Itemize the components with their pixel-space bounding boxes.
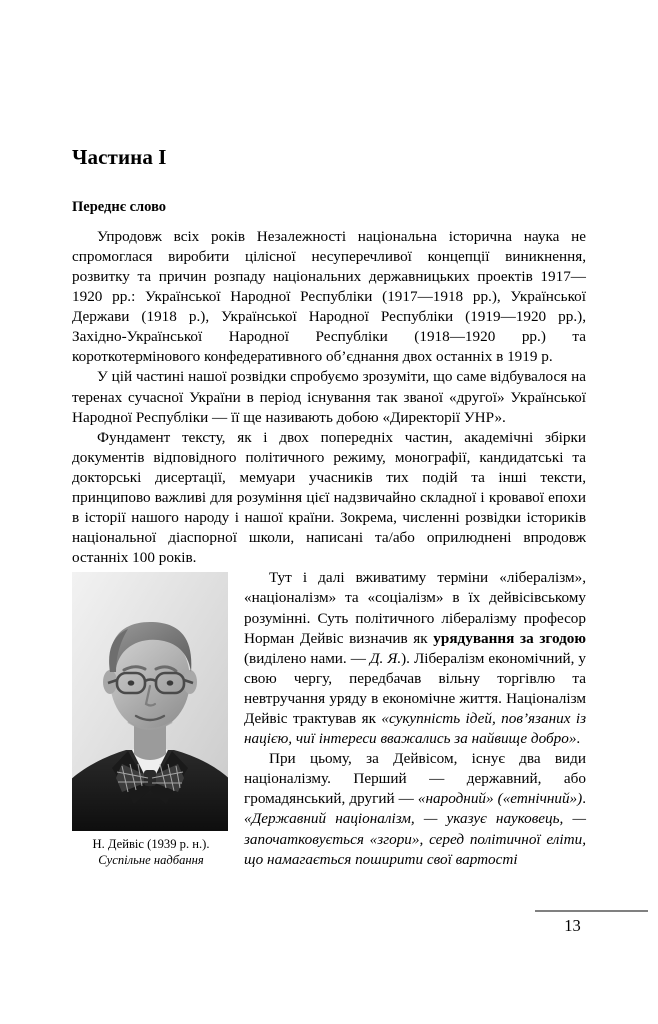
figure-portrait bbox=[72, 572, 230, 868]
paragraph-1: Упродовж всіх років Незалежності національна історична наука не спромоглася виробити цілісної несуперечливої концепції виникнення, розвитку та причин розпаду національних державницьких проектів 1917—1920 рр.: Української Народної Республіки (1917—1918 рр.), Української Держави (1918 р.), Української Народної Республіки (1919—1920 рр.), Західно-Української Народної Республіки (1918—1920 рр.) та короткотермінового конфедеративного об’єднання двох останніх в 1919 р. bbox=[72, 227, 586, 366]
paragraph-4-text-c: ). Лібералізм економічний, у свою чергу, передбачав вільну торгівлю та невтручання уряду в економічне життя. Націоналізм Дейвіс трактував як bbox=[244, 649, 586, 728]
paragraph-5-text-a: При цьому, за Дейвісом, існує два види націоналізму. Перший — державний, або громадянський, другий — bbox=[244, 750, 586, 808]
paragraph-4-initials: Д. Я. bbox=[369, 649, 402, 667]
paragraph-5-quote: «Державний націоналізм, — указує науковець, — започатковується «згори», серед політичної еліти, що намагається поширити свої вартості bbox=[244, 810, 586, 868]
paragraph-5-italic-terms: «народний» («етнічний») bbox=[417, 790, 583, 808]
figure-caption bbox=[72, 837, 230, 868]
page-title: Частина I bbox=[72, 145, 167, 169]
paragraph-5-text-b: . bbox=[582, 790, 586, 808]
page-footer bbox=[0, 905, 658, 965]
figure-caption-name: Н. Дейвіс (1939 р. н.). bbox=[92, 837, 210, 852]
portrait-photo bbox=[72, 572, 228, 831]
paragraph-4-text-d: . bbox=[576, 730, 581, 748]
section-heading: Переднє слово bbox=[72, 199, 167, 216]
page-number: 13 bbox=[564, 916, 581, 935]
footer-divider bbox=[535, 910, 648, 912]
paragraph-3: Фундамент тексту, як і двох попередніх частин, академічні збірки документів відповідного політичного режиму, монографії, кандидатські та докторські дисертації, мемуари учасників тих подій та інші тексти, принципово важливі для розуміння цієї надзвичайно складної і кровавої епохи в історії нашого народу і нашої країни. Зокрема, численні розвідки істориків національної діаспорної школи, написані та/або оприлюднені впродовж останніх 100 років. bbox=[72, 428, 586, 567]
figure-caption-credit: Суспільне надбання bbox=[98, 852, 204, 867]
page-content bbox=[72, 146, 586, 871]
paragraph-4-bold-term: урядування за згодою bbox=[433, 629, 586, 647]
paragraph-2: У цій частині нашої розвідки спробуємо зрозуміти, що саме відбувалося на теренах сучасної України в період існування так званої «другої» Української Народної Республіки — її ще називають добою «Директорії УНР». bbox=[72, 368, 586, 426]
paragraph-4-text-b: (виділено нами. — bbox=[244, 649, 370, 667]
paragraph-4-quote: «сукупність ідей, пов’язаних із нацією, чиї інтереси вважались за найвище добро» bbox=[244, 710, 586, 748]
paragraph-4-text-a: Тут і далі вживатиму терміни «лібералізм», «націоналізм» та «соціалізм» в їх дейвісівському розумінні. Суть політичного лібералізму професор Норман Дейвіс визначив як bbox=[244, 569, 586, 647]
